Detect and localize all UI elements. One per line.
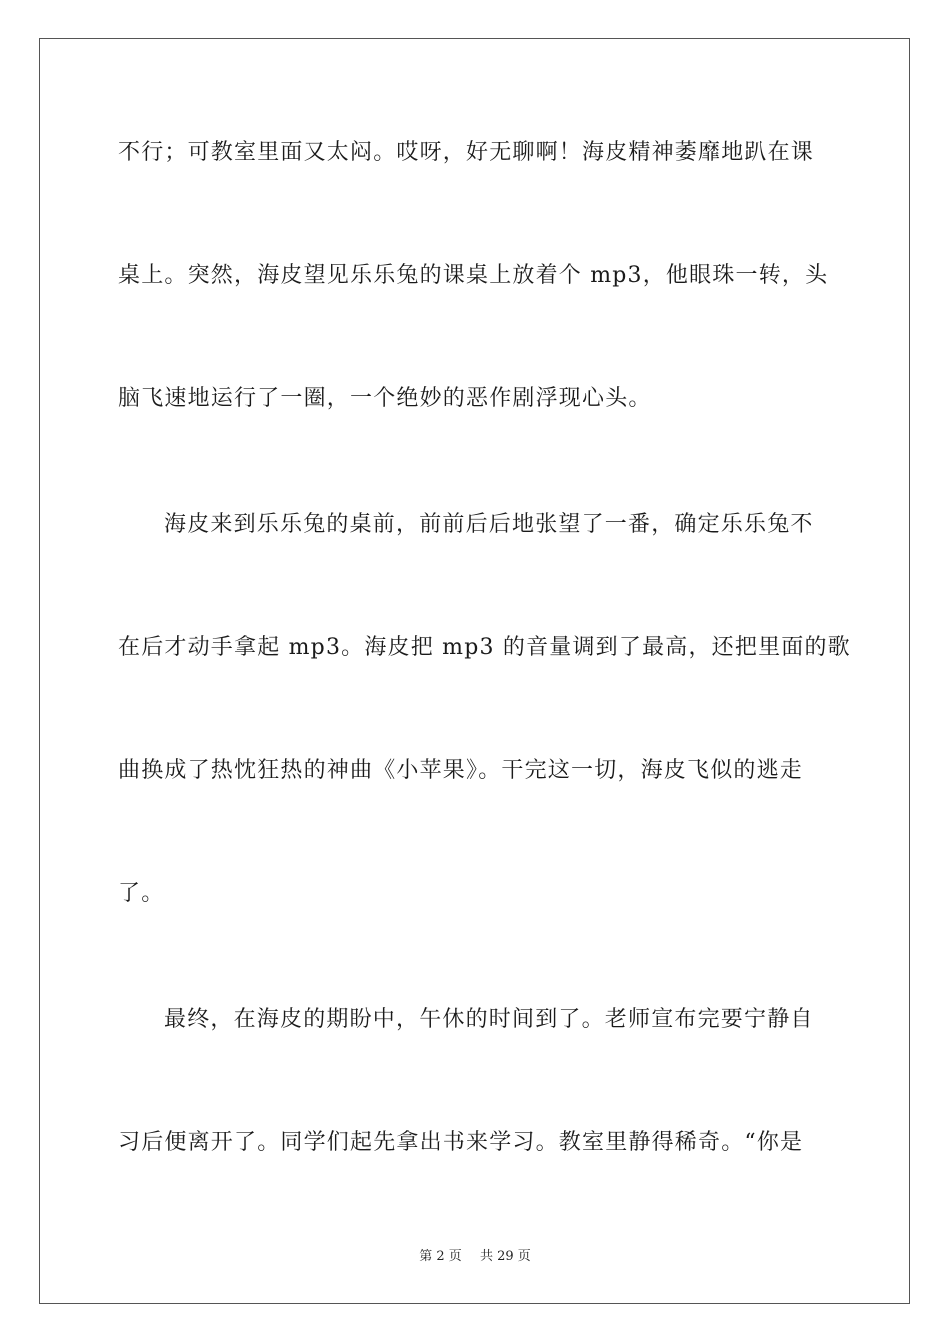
text-line-2: 桌上。突然，海皮望见乐乐兔的课桌上放着个 mp3，他眼珠一转，头 — [118, 263, 829, 288]
page-total: 共 29 页 — [479, 1249, 531, 1264]
text-line-4: 海皮来到乐乐兔的桌前，前前后后地张望了一番，确定乐乐兔不 — [164, 512, 814, 537]
text-line-1: 不行；可教室里面又太闷。哎呀，好无聊啊！海皮精神萎靡地趴在课 — [118, 140, 815, 165]
text-line-7: 了。 — [118, 881, 165, 906]
page-frame — [39, 38, 910, 1304]
page-footer — [0, 1245, 950, 1264]
text-line-8: 最终，在海皮的期盼中，午休的时间到了。老师宣布完要宁静自 — [164, 1007, 814, 1032]
text-line-5: 在后才动手拿起 mp3。海皮把 mp3 的音量调到了最高，还把里面的歌 — [118, 635, 851, 660]
text-line-3: 脑飞速地运行了一圈，一个绝妙的恶作剧浮现心头。 — [118, 386, 652, 411]
text-line-9: 习后便离开了。同学们起先拿出书来学习。教室里静得稀奇。“你是 — [118, 1130, 804, 1155]
text-line-6: 曲换成了热忱狂热的神曲《小苹果》。干完这一切，海皮飞似的逃走 — [118, 758, 804, 783]
page-number: 第 2 页 — [419, 1249, 462, 1264]
